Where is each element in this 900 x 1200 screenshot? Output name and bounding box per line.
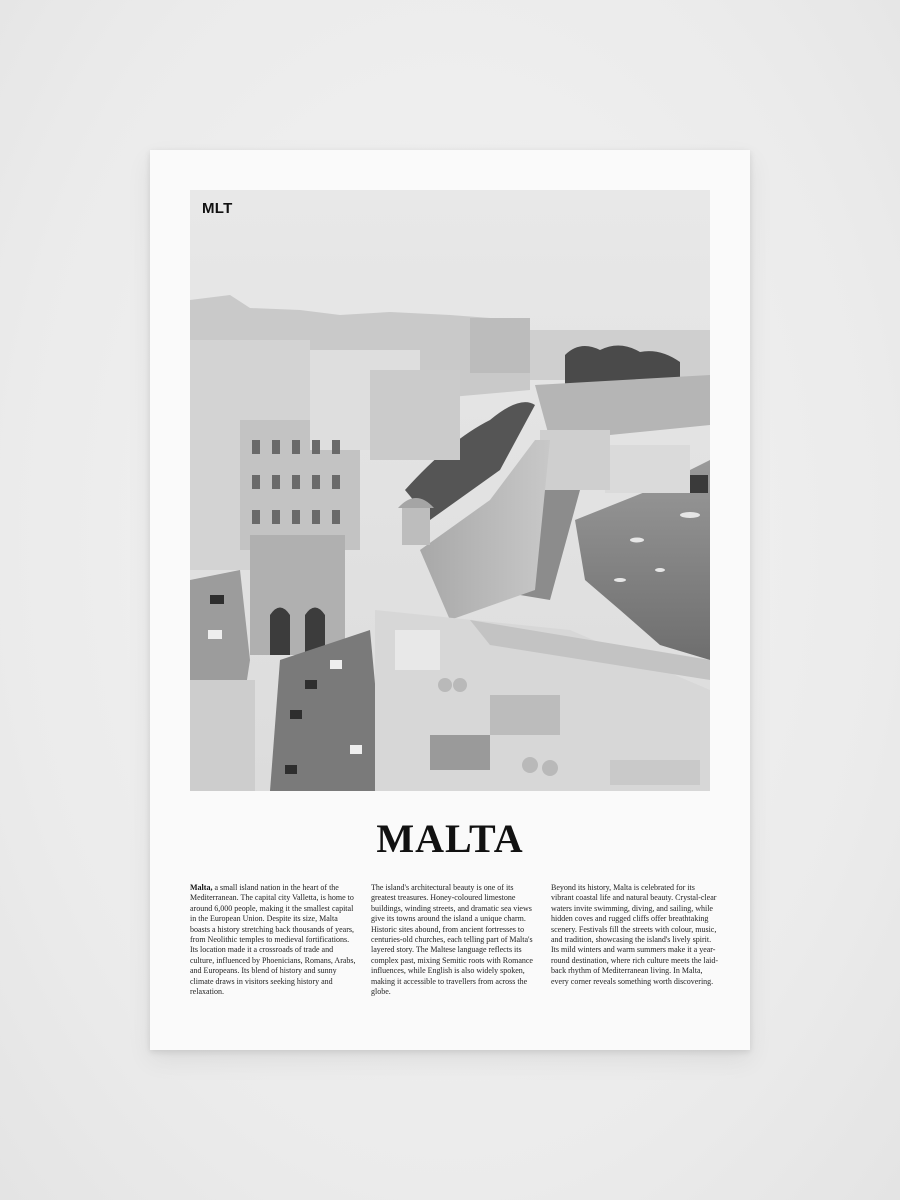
column-3-text: Beyond its history, Malta is celebrated for its vibrant coastal life and natural beauty. Crystal-clear waters invite swimming, diving, and sailing, while hidden coves and rugged cliffs offer breathtaking scenery. Festivals fill the streets with colour, music, and tradition, showcasing the island's lively spirit. Its mild winters and warm summers make it a year-round destination, where rich culture meets the laid-back rhythm of Mediterranean living. In Malta, every corner reveals something worth discovering. [551,883,719,986]
distant-block [470,318,530,373]
rooftop-structure-1 [395,630,440,670]
country-code: MLT [202,200,233,217]
text-column-1 [190,883,358,997]
rooftop-structure-2 [490,695,560,735]
foreground-wall [190,680,255,791]
rooftop-structure-3 [430,735,490,770]
turret [402,505,430,545]
column-2-text: The island's architectural beauty is one of its greatest treasures. Honey-coloured limestone buildings, winding streets, and dramatic sea views give its towns around the island a unique charm. Historic sites abound, from ancient fortresses to centuries-old churches, each telling part of Malta's layered story. The Maltese language reflects its complex past, mixing Semitic roots with Romance influences, while English is also widely spoken, making it accessible to travellers from across the globe. [371,883,533,997]
warehouse [540,430,610,490]
text-column-3 [551,883,719,987]
column-1-lead: Malta, [190,883,213,892]
city-block-4 [370,370,460,460]
poster-title: MALTA [376,816,524,861]
waterfront-building [605,445,690,493]
corner-roof [610,760,700,785]
gate-arch-left [270,608,290,656]
poster [150,150,750,1050]
city-gate [250,535,345,655]
valletta-photo [190,190,710,791]
photo-illustration [190,190,710,791]
text-column-2 [371,883,539,997]
column-1-text: a small island nation in the heart of the Mediterranean. The capital city Valletta, is home to around 6,000 people, making it the smallest capital in the European Union. Despite its size, Malta boasts a history stretching back thousands of years, from Neolithic temples to medieval fortifications. Its location made it a crossroads of trade and culture, influenced by Phoenicians, Romans, Arabs, and Europeans. Its blend of history and sunny climate draws in visitors seeking history and relaxation. [190,883,356,997]
